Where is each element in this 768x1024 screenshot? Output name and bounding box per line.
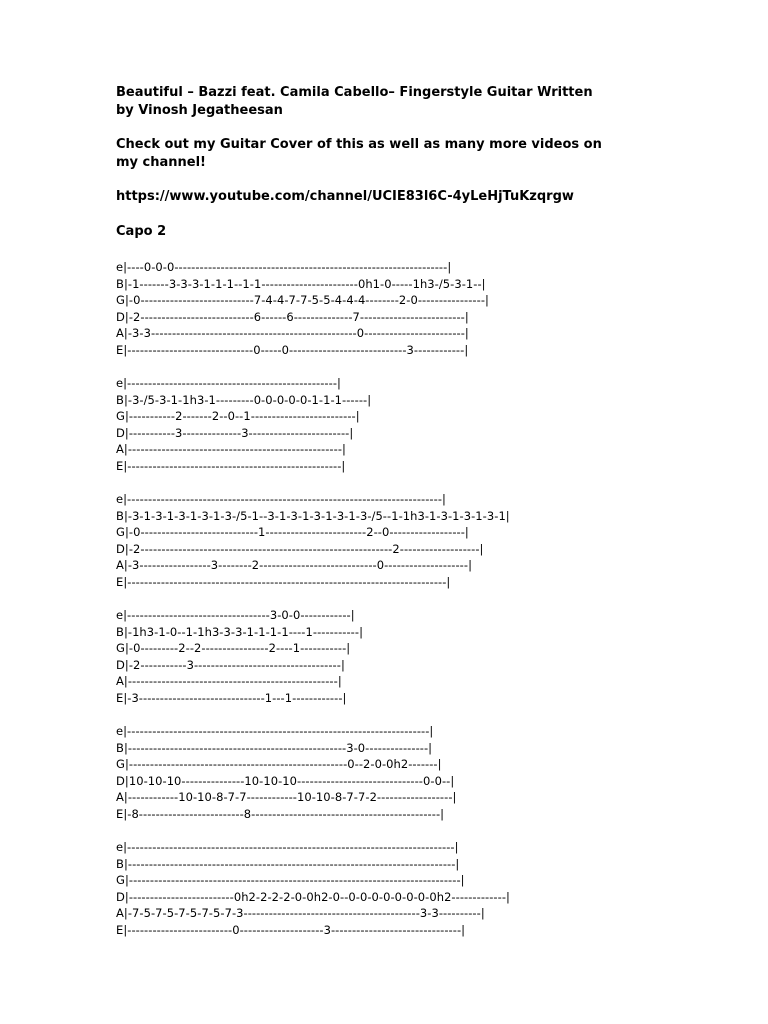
tab-block-1	[116, 259, 756, 358]
tab-string-line: G|-0----------------------------1------------------------2--0------------------|	[116, 525, 469, 539]
tab-block-3	[116, 491, 756, 590]
tab-string-line: G|----------------------------------------------------0--2-0-0h2-------|	[116, 757, 442, 771]
tab-string-line: B|------------------------------------------------------------------------------|	[116, 856, 460, 871]
tab-string-line: B|-3-/5-3-1-1h3-1---------0-0-0-0-0-1-1-1------|	[116, 392, 372, 407]
tab-string-line: A|-7-5-7-5-7-5-7-5-7-3------------------------------------------3-3----------|	[116, 906, 485, 920]
tab-string-line: e|------------------------------------------------------------------------|	[116, 724, 434, 738]
tab-string-line: E|------------------------------0-----0----------------------------3------------|	[116, 342, 469, 357]
tab-string-line: E|---------------------------------------------------|	[116, 458, 346, 473]
tab-string-line: B|-3-1-3-1-3-1-3-1-3-/5-1--3-1-3-1-3-1-3-1-3-/5--1-1h3-1-3-1-3-1-3-1|	[116, 508, 510, 523]
tab-string-line: D|-2------------------------------------------------------------2-------------------|	[116, 541, 484, 556]
tab-string-line: e|---------------------------------------------------------------------------|	[116, 492, 446, 506]
tab-string-line: G|-0---------2--2----------------2----1-----------|	[116, 641, 351, 655]
intro-line: my channel!	[116, 155, 206, 170]
tab-string-line: G|-----------2-------2--0--1-------------------------|	[116, 409, 360, 423]
tab-string-line: E|-3------------------------------1---1------------|	[116, 690, 347, 705]
intro-paragraph	[116, 136, 756, 172]
intro-line: Check out my Guitar Cover of this as well as many more videos on	[116, 137, 602, 152]
title-line: Beautiful – Bazzi feat. Camila Cabello– Fingerstyle Guitar Written	[116, 85, 593, 100]
tab-string-line: e|----0-0-0-----------------------------------------------------------------|	[116, 260, 452, 274]
tab-string-line: E|----------------------------------------------------------------------------|	[116, 574, 451, 589]
tab-block-5	[116, 723, 756, 822]
tab-string-line: A|-3-3-------------------------------------------------0------------------------|	[116, 326, 469, 340]
capo-label: Capo 2	[116, 224, 167, 239]
tab-string-line: B|-1-------3-3-3-1-1-1--1-1-----------------------0h1-0-----1h3-/5-3-1--|	[116, 276, 486, 291]
tab-string-line: D|-----------3--------------3------------------------|	[116, 425, 354, 440]
tab-string-line: D|-2---------------------------6------6--------------7-------------------------|	[116, 309, 469, 324]
tab-string-line: A|-3-----------------3--------2----------------------------0--------------------|	[116, 558, 473, 572]
tab-string-line: E|-------------------------0--------------------3-------------------------------|	[116, 922, 466, 937]
tab-string-line: G|-------------------------------------------------------------------------------|	[116, 873, 465, 887]
tab-string-line: A|------------10-10-8-7-7------------10-10-8-7-7-2------------------|	[116, 790, 457, 804]
tab-string-line: B|-1h3-1-0--1-1h3-3-3-1-1-1-1----1-----------|	[116, 624, 363, 639]
title-line: by Vinosh Jegatheesan	[116, 103, 283, 118]
tab-block-2	[116, 375, 756, 474]
tab-block-4	[116, 607, 756, 706]
tab-string-line: D|10-10-10---------------10-10-10------------------------------0-0--|	[116, 773, 455, 788]
document-content	[116, 84, 756, 955]
tab-string-line: D|-------------------------0h2-2-2-2-0-0h2-0--0-0-0-0-0-0-0-0h2-------------|	[116, 889, 510, 904]
tab-string-line: B|----------------------------------------------------3-0---------------|	[116, 740, 433, 755]
tab-string-line: E|-8-------------------------8---------------------------------------------|	[116, 806, 445, 821]
tab-string-line: e|--------------------------------------------------|	[116, 376, 341, 390]
channel-url: https://www.youtube.com/channel/UCIE83l6C-4yLeHjTuKzqrgw	[116, 189, 574, 204]
tab-string-line: G|-0---------------------------7-4-4-7-7-5-5-4-4-4--------2-0----------------|	[116, 293, 489, 307]
tab-string-line: e|----------------------------------3-0-0------------|	[116, 608, 355, 622]
tab-string-line: A|---------------------------------------------------|	[116, 442, 346, 456]
tab-string-line: D|-2-----------3-----------------------------------|	[116, 657, 345, 672]
tab-block-6	[116, 839, 756, 938]
tab-string-line: e|------------------------------------------------------------------------------|	[116, 840, 459, 854]
title-block	[116, 84, 756, 120]
tab-string-line: A|--------------------------------------------------|	[116, 674, 342, 688]
